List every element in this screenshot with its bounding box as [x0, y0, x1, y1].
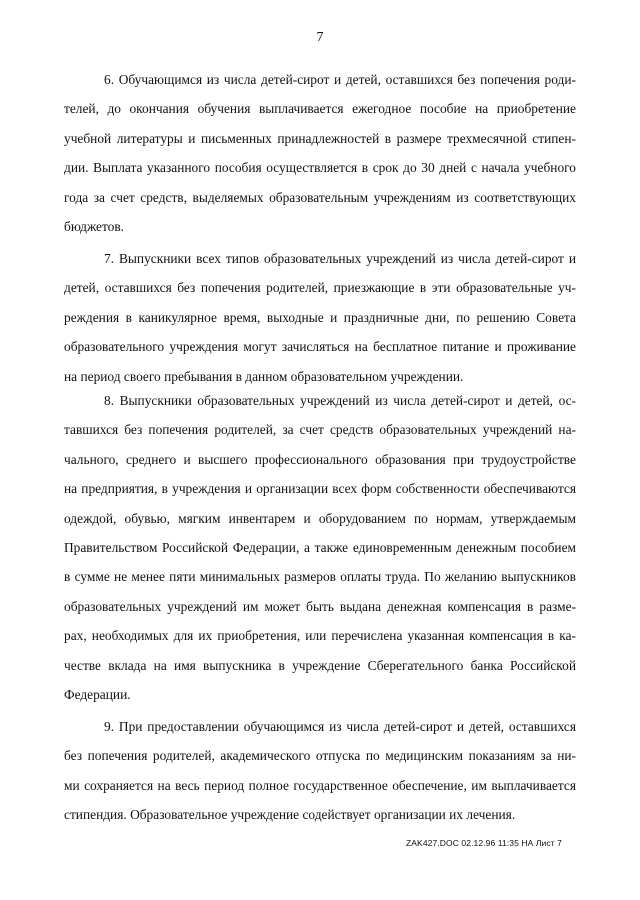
text-line: чального, среднего и высшего профессионального образования при трудоустройстве — [64, 451, 576, 467]
text-line: образовательных учреждений им может быть выдана денежная компенсация в разме- — [64, 598, 576, 614]
text-line: учебной литературы и письменных принадлежностей в размере трехмесячной стипен- — [64, 130, 576, 146]
text-line: Федерации. — [64, 687, 131, 703]
paragraph-7 — [64, 244, 576, 391]
text-line: ми сохраняется на весь период полное государственное обеспечение, им выплачивается — [64, 777, 576, 793]
text-line: на предприятия, в учреждения и организации всех форм собственности обеспечиваются — [64, 481, 576, 497]
paragraph-8 — [64, 386, 576, 709]
page-number: 7 — [316, 30, 324, 45]
paragraph-9 — [64, 712, 576, 830]
text-line: тавшихся без попечения родителей, за счет средств образовательных учреждений на- — [64, 422, 576, 438]
text-line: детей, оставшихся без попечения родителей, приезжающие в эти образовательные уч- — [64, 280, 576, 296]
text-line: 6. Обучающимся из числа детей-сирот и детей, оставшихся без попечения роди- — [104, 72, 576, 87]
text-line: дии. Выплата указанного пособия осуществляется в срок до 30 дней с начала учебного — [64, 160, 576, 176]
paragraph-6 — [64, 65, 576, 241]
text-line: одеждой, обувью, мягким инвентарем и оборудованием по нормам, утверждаемым — [64, 510, 576, 526]
text-line: реждения в каникулярное время, выходные и праздничные дни, по решению Совета — [64, 309, 576, 325]
text-line: 8. Выпускники образовательных учреждений из числа детей-сирот и детей, ос- — [104, 393, 576, 408]
text-line: без попечения родителей, академического отпуска по медицинским показаниям за ни- — [64, 748, 576, 764]
text-line: стипендия. Образовательное учреждение содействует организации их лечения. — [64, 807, 516, 823]
text-line: рах, необходимых для их приобретения, или перечислена указанная компенсация в ка- — [64, 628, 576, 644]
text-line: Правительством Российской Федерации, а также единовременным денежным пособием — [64, 540, 576, 556]
text-line: 9. При предоставлении обучающимся из числа детей-сирот и детей, оставшихся — [104, 719, 576, 734]
text-line: телей, до окончания обучения выплачивается ежегодное пособие на приобретение — [64, 101, 576, 117]
text-line: бюджетов. — [64, 219, 125, 235]
text-line: образовательного учреждения могут зачисляться на бесплатное питание и проживание — [64, 339, 576, 355]
text-line: года за счет средств, выделяемых образовательным учреждениям из соответствующих — [64, 189, 576, 205]
text-line: в сумме не менее пяти минимальных размеров оплаты труда. По желанию выпускников — [64, 569, 576, 585]
document-footer: ZAK427.DOC 02.12.96 11:35 НА Лист 7 — [406, 838, 563, 848]
text-line: честве вклада на имя выпускника в учреждение Сберегательного банка Российской — [64, 657, 576, 673]
text-line: на период своего пребывания в данном образовательном учреждении. — [64, 368, 464, 384]
text-line: 7. Выпускники всех типов образовательных учреждений из числа детей-сирот и — [104, 251, 576, 266]
